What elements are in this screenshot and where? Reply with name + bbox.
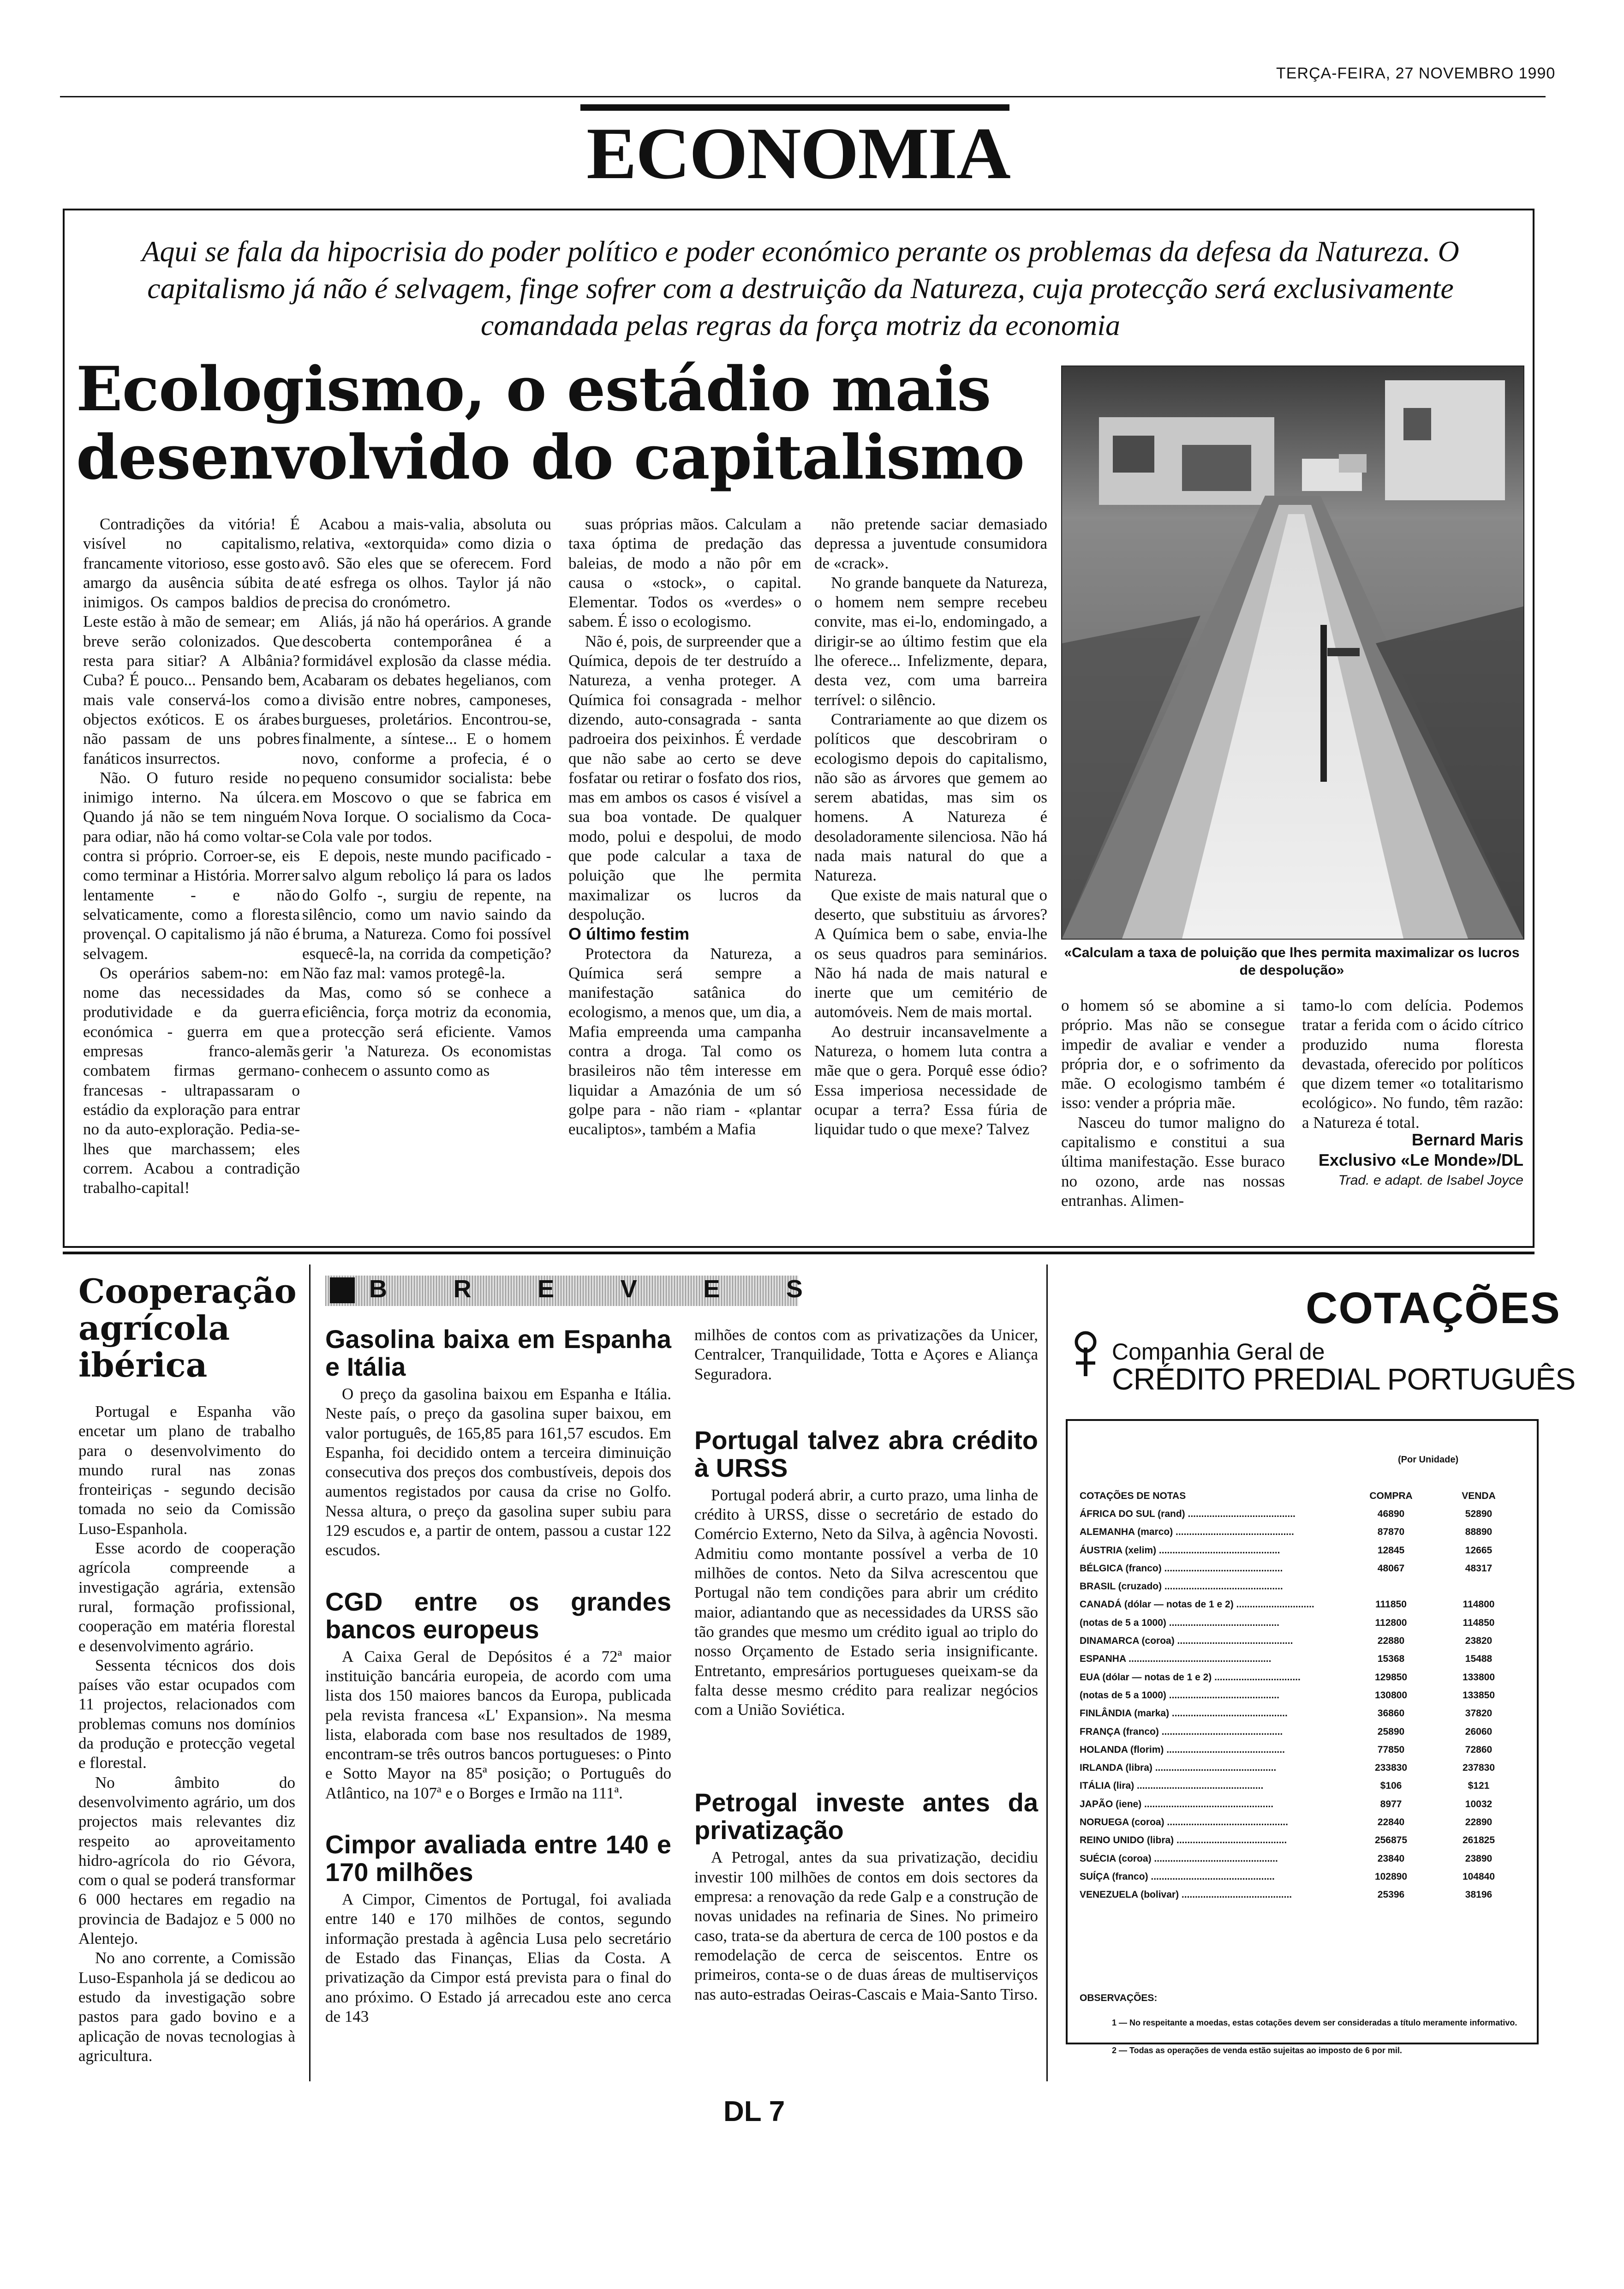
breves-letter: E — [537, 1275, 555, 1303]
page-number: DL 7 — [723, 2096, 785, 2127]
paragraph: Ao destruir incansavelmente a Natureza, o homem luta contra a mãe que o gera. Porquê esse ódio? Essa imperiosa necessidade de ocupar a terra? Essa fúria de liquidar tudo o que mexe? Talvez — [814, 1022, 1047, 1139]
section-divider — [63, 1252, 1534, 1254]
paragraph: No ano corrente, a Comissão Luso-Espanhola já se dedicou ao estudo da investigação sobre pastos para gado bovino e a aplicação de novas tecnologias à agricultura. — [78, 1949, 295, 2065]
bank-name-line1: Companhia Geral de — [1112, 1339, 1325, 1365]
compra-value: $106 — [1380, 1780, 1402, 1792]
compra-value: 111850 — [1375, 1599, 1407, 1610]
currency-label: JAPÃO (iene) ................................................ — [1080, 1798, 1274, 1810]
venda-value: 23890 — [1465, 1853, 1493, 1864]
column-rule — [1046, 1264, 1048, 2081]
table-header-compra: COMPRA — [1369, 1490, 1413, 1501]
compra-value: 25396 — [1377, 1889, 1405, 1900]
breve-headline: Cimpor avaliada entre 140 e 170 milhões — [325, 1830, 671, 1887]
venda-value: 12665 — [1465, 1545, 1493, 1556]
compra-value: 8977 — [1380, 1798, 1402, 1810]
currency-label: (notas de 5 a 1000) ......................................... — [1080, 1617, 1279, 1628]
breves-letter: S — [786, 1275, 803, 1303]
paragraph: Que existe de mais natural que o deserto, que substituiu as árvores? A Química bem o sabe, envia-lhe os seus quadros para seminários. Não há nada de mais natural e inerte que um cemitério de automóveis. Nem de mais mortal. — [814, 886, 1047, 1021]
section-title: ECONOMIA — [586, 112, 1010, 194]
table-row — [1080, 1813, 1522, 1831]
breves-letter: R — [453, 1275, 472, 1303]
paragraph: tamo-lo com delícia. Podemos tratar a ferida com o ácido cítrico produzido numa floresta devastada, oferecido por políticos que dizem temer «o totalitarismo ecológico». No fundo, têm razão: a Natureza é total. — [1302, 996, 1523, 1132]
venda-value: 114800 — [1463, 1599, 1495, 1610]
breve-text: Portugal poderá abrir, a curto prazo, uma linha de crédito à URSS, disse o secretário de estado do Comércio Externo, Neto da Silva, à agência Novosti. Admitiu como montante possível a verba de 10 milhões de contos. Neto da Silva acrescentou que Portugal não tem condições para abrir um crédito maior, adiantando que as necessidades da URSS são tão grandes que mesmo um crédito igual ao triplo do nosso Orçamento de Estado seria insignificante. Entretanto, empresários portugueses queixam-se da falta desse mesmo crédito para realizar negócios com a União Soviética. — [694, 1486, 1038, 1719]
venda-value: 133850 — [1462, 1690, 1495, 1701]
breve-headline: Portugal talvez abra crédito à URSS — [694, 1425, 1038, 1482]
table-row — [1080, 1759, 1522, 1777]
coop-article — [78, 1402, 295, 2066]
venda-value: 48317 — [1465, 1563, 1493, 1574]
article-column-5 — [1061, 996, 1285, 1210]
currency-label: CANADÁ (dólar — notas de 1 e 2) ............................. — [1080, 1599, 1314, 1610]
table-row — [1080, 1541, 1522, 1559]
table-header-label: COTAÇÕES DE NOTAS — [1080, 1490, 1186, 1501]
compra-value: 256875 — [1374, 1835, 1408, 1846]
breve-text: O preço da gasolina baixou em Espanha e Itália. Neste país, o preço da gasolina super baixou, em valor português, de 165,85 para 161,57 escudos. Em Espanha, foi decidido ontem a terceira diminuição consecutiva dos preços dos combustíveis, depois dos aumentos registados por causa da crise no Golfo. Nessa altura, o preço da gasolina super subiu para 129 escudos e, a partir de ontem, passou a custar 122 escudos. — [325, 1385, 671, 1559]
paragraph: não pretende saciar demasiado depressa a juventude consumidora de «crack». — [814, 515, 1047, 572]
compra-value — [1347, 1577, 1435, 1595]
venda-value: 88890 — [1465, 1527, 1493, 1538]
venda-value: $121 — [1468, 1780, 1490, 1792]
currency-label: FRANÇA (franco) ............................................. — [1080, 1726, 1283, 1737]
subhead-ultimo-festim: O último festim — [568, 924, 690, 944]
cotacoes-table — [1080, 1487, 1522, 1904]
photo-illustration — [1062, 366, 1523, 939]
currency-label: ALEMANHA (marco) ............................................ — [1080, 1527, 1294, 1538]
currency-label: VENEZUELA (bolivar) ......................................... — [1080, 1889, 1292, 1900]
venda-value: 38196 — [1465, 1889, 1493, 1900]
section-bar — [580, 104, 1009, 111]
compra-value: 130800 — [1374, 1690, 1408, 1701]
venda-value: 37820 — [1465, 1708, 1493, 1719]
paragraph: Nasceu do tumor maligno do capitalismo e constitui a sua última manifestação. Esse buraco no ozono, arde nas nossas entranhas. Alimen- — [1061, 1113, 1285, 1210]
article-headline: Ecologismo, o estádio mais desenvolvido do capitalismo — [76, 354, 1025, 493]
currency-label: SUÉCIA (coroa) .............................................. — [1080, 1853, 1278, 1864]
table-row — [1080, 1632, 1522, 1650]
table-row — [1080, 1614, 1522, 1632]
photo-caption: «Calculam a taxa de poluição que lhes permita maximalizar os lucros de despolução» — [1064, 945, 1520, 978]
venda-value: 15488 — [1465, 1654, 1493, 1665]
bank-name-line2: CRÉDITO PREDIAL PORTUGUÊS — [1112, 1362, 1576, 1396]
compra-value: 36860 — [1377, 1708, 1405, 1719]
venda-value: 52890 — [1465, 1508, 1493, 1519]
table-row — [1080, 1523, 1522, 1541]
paragraph: Contrariamente ao que dizem os políticos que descobriram o ecologismo depois do capitalismo, não são as árvores que gemem ao serem abatidas, mas sim os homens. A Natureza é desoladoramente silenciosa. Não há nada mais natural do que a Natureza. — [814, 710, 1047, 885]
table-row — [1080, 1795, 1522, 1813]
compra-value: 102890 — [1374, 1871, 1408, 1882]
table-row — [1080, 1868, 1522, 1886]
currency-label: ÁFRICA DO SUL (rand) ........................................ — [1080, 1508, 1296, 1519]
byline-exclusive: Exclusivo «Le Monde»/DL — [1318, 1150, 1523, 1169]
compra-value: 112800 — [1375, 1617, 1407, 1628]
cotacoes-title: COTAÇÕES — [1306, 1283, 1561, 1333]
breve-text: A Cimpor, Cimentos de Portugal, foi avaliada entre 140 e 170 milhões de contos, segundo informação prestada à agência Lusa pelo secretário de Estado das Finanças, Elias da Costa. A privatização da Cimpor está prevista para o final do ano próximo. O Estado já arrecadou este ano cerca de 143 — [325, 1890, 671, 2025]
compra-value: 25890 — [1377, 1726, 1405, 1737]
currency-label: BÉLGICA (franco) ............................................ — [1080, 1563, 1283, 1574]
table-row — [1080, 1886, 1522, 1904]
column-rule — [309, 1264, 310, 2081]
issue-date: TERÇA-FEIRA, 27 NOVEMBRO 1990 — [1276, 65, 1556, 82]
currency-label: DINAMARCA (coroa) ........................................... — [1080, 1636, 1293, 1647]
paragraph: Não é, pois, de surpreender que a Química, depois de ter destruído a Natureza, a venha proteger. A Química foi consagrada - melhor dizendo, auto-consagrada - santa padroeira dos peixinhos. É verdade que não sabe ao certo se deve fosfatar ou retirar o fosfato dos rios, mas em ambos os casos é visível a sua boa vontade. De qualquer modo, polui e despolui, de modo que pode calcular a taxa de poluição que lhe permita maximalizar os lucros da despolução. — [568, 632, 801, 923]
breve-headline: Gasolina baixa em Espanha e Itália — [325, 1324, 671, 1381]
venda-value: 261825 — [1462, 1835, 1495, 1846]
currency-label: ESPANHA ..................................................... — [1080, 1654, 1272, 1665]
coop-headline: Cooperação agrícola ibérica — [78, 1271, 297, 1384]
venda-value: 72860 — [1465, 1744, 1493, 1755]
article-column-2 — [302, 515, 551, 1081]
currency-label: NORUEGA (coroa) ............................................. — [1080, 1816, 1288, 1828]
currency-label: HOLANDA (florim) ............................................ — [1080, 1744, 1285, 1755]
table-header-row — [1080, 1487, 1522, 1505]
venda-value — [1435, 1577, 1522, 1595]
breve-text: A Petrogal, antes da sua privatização, decidiu investir 100 milhões de contos em dois sectores da empresa: a renovação da rede Galp e a construção de novas unidades na refinaria de Sines. No primeiro caso, trata-se da abertura de cerca de 100 postos e da remodelação de cerca de seiscentos. Entre os primeiros, conta-se o de duas áreas de multiserviços nas auto-estradas Oeiras-Cascais e Maia-Santo Tirso. — [694, 1848, 1038, 2003]
table-row — [1080, 1686, 1522, 1704]
compra-value: 22880 — [1377, 1636, 1405, 1647]
currency-label: EUA (dólar — notas de 1 e 2) ................................ — [1080, 1672, 1301, 1683]
currency-label: REINO UNIDO (libra) ......................................... — [1080, 1835, 1287, 1846]
paragraph: No grande banquete da Natureza, o homem nem sempre recebeu convite, mas ei-lo, endomingado, a dirigir-se ao último festim que ela lhe oferece... Infelizmente, depara, desta vez, com uma barreira terrível: o silêncio. — [814, 573, 1047, 709]
compra-value: 233830 — [1374, 1762, 1408, 1774]
table-row — [1080, 1596, 1522, 1614]
bank-logo-icon — [1069, 1329, 1102, 1380]
breves-title — [369, 1275, 803, 1303]
currency-label: SUÍÇA (franco) .............................................. — [1080, 1871, 1275, 1882]
currency-label: ÁUSTRIA (xelim) ............................................. — [1080, 1545, 1280, 1556]
breves-block-mark — [330, 1277, 355, 1303]
compra-value: 87870 — [1377, 1527, 1405, 1538]
paragraph: Não. O futuro reside no inimigo interno. Na úlcera. Quando já não se tem ninguém para odiar, não há como voltar-se contra si próprio. Corroer-se, eis como terminar a História. Morrer lentamente - e não selvaticamente, como a floresta provençal. O capitalismo já não é selvagem. — [83, 768, 300, 963]
paragraph: Acabou a mais-valia, absoluta ou relativa, «extorquida» como dizia o avô. São eles que se oferecem. Ford até esfrega os olhos. Taylor já não precisa do cronómetro. — [302, 515, 551, 611]
venda-value: 10032 — [1465, 1798, 1493, 1810]
venda-value: 114850 — [1463, 1617, 1495, 1628]
currency-label: ITÁLIA (lira) ............................................... — [1080, 1780, 1264, 1792]
article-column-4 — [814, 515, 1047, 1139]
paragraph: Os operários sabem-no: em nome das necessidades da produtividade e da guerra económica - guerra em que empresas franco-alemãs combatem firmas germano-francesas - ultrapassaram o estádio da exploração para entrar no da auto-exploração. Pedia-se-lhes que marchassem; eles correm. Acabou a contradição trabalho-capital! — [83, 964, 300, 1197]
venda-value: 133800 — [1462, 1672, 1495, 1683]
currency-label: FINLÂNDIA (marka) ........................................... — [1080, 1708, 1288, 1719]
compra-value: 23840 — [1377, 1853, 1405, 1864]
compra-value: 12845 — [1377, 1545, 1405, 1556]
article-lede: Aqui se fala da hipocrisia do poder político e poder económico perante os problemas da defesa da Natureza. O capitalismo já não é selvagem, finge sofrer com a destruição da Natureza, cuja protecção será exclusivamente comandada pelas regras da força motriz da economia — [142, 235, 1459, 342]
paragraph: Protectora da Natureza, a Química será sempre a manifestação satânica do ecologismo, a menos que, um dia, a Mafia empreenda uma campanha contra a droga. Tal como os brasileiros não têm interesse em liquidar a Amazónia de um só golpe para - não riam - «plantar eucaliptos», também a Mafia — [568, 944, 801, 1139]
table-row — [1080, 1559, 1522, 1577]
paragraph: E depois, neste mundo pacificado - salvo algum reboliço lá para os lados do Golfo -, surgiu de repente, na silêncio, como um navio saindo da bruma, a Natureza. Como foi possível esquecê-la, na corrida da competição? Não faz mal: vamos protegê-la. — [302, 847, 551, 982]
table-row — [1080, 1777, 1522, 1795]
byline-name: Bernard Maris — [1411, 1130, 1523, 1149]
compra-value: 48067 — [1377, 1563, 1405, 1574]
paragraph: Aliás, já não há operários. A grande descoberta contemporânea é a formidável explosão da classe média. Acabaram os debates hegelianos, com a divisão entre nobres, camponeses, burgueses, proletários. Encontrou-se, finalmente, a síntese... E o homem novo, conforme a profecia, é o pequeno consumidor socialista: bebe em Moscovo o que se fabrica em Nova Iorque. O socialismo da Coca-Cola vale por todos. — [302, 612, 551, 845]
article-column-3 — [568, 515, 801, 1139]
breves-letter: V — [620, 1275, 637, 1303]
compra-value: 129850 — [1374, 1672, 1408, 1683]
venda-value: 26060 — [1465, 1726, 1493, 1737]
compra-value: 22840 — [1377, 1816, 1405, 1828]
table-row — [1080, 1577, 1522, 1595]
breve-text: milhões de contos com as privatizações da Unicer, Centralcer, Tranquilidade, Totta e Açores e Aliança Seguradora. — [694, 1326, 1038, 1383]
compra-value: 15368 — [1377, 1654, 1405, 1665]
table-row — [1080, 1741, 1522, 1759]
breve-text: A Caixa Geral de Depósitos é a 72ª maior instituição bancária europeia, de acordo com uma lista dos 150 maiores bancos da Europa, publicada pela revista francesa «L' Expansion». Na mesma lista, elaborada com base nos resultados de 1989, encontram-se três outros bancos portugueses: o Pinto e Sotto Mayor na 85ª posição; o Português do Atlântico, na 107ª e o Borges e Irmão na 111ª. — [325, 1647, 671, 1802]
paragraph: Esse acordo de cooperação agrícola compreende a investigação agrária, extensão rural, formação profissional, cooperação em matéria florestal e desenvolvimento agrário. — [78, 1539, 295, 1655]
table-row — [1080, 1650, 1522, 1668]
table-header-venda: VENDA — [1462, 1490, 1496, 1501]
paragraph: Contradições da vitória! É visível no capitalismo, francamente vitorioso, esse gosto amargo da ausência súbita de inimigos. Os campos baldios de Leste estão à mão de semear; em breve serão colonizados. Que resta para sitiar? A Albânia? Cuba? É pouco... Pensando bem, mais vale conservá-los como objectos exóticos. E os árabes não passam de uns pobres fanáticos insurrectos. — [83, 515, 300, 767]
observacoes-title: OBSERVAÇÕES: — [1080, 1993, 1158, 2003]
venda-value: 23820 — [1465, 1636, 1493, 1647]
breves-column-right — [694, 1325, 1038, 2004]
table-row — [1080, 1505, 1522, 1523]
table-row — [1080, 1705, 1522, 1723]
article-column-1 — [83, 515, 300, 1198]
paragraph: Sessenta técnicos dos dois países vão estar ocupados com 11 projectos, relacionados com problemas comuns nos domínios da produção e protecção vegetal e florestal. — [78, 1656, 295, 1772]
table-row — [1080, 1723, 1522, 1741]
breves-column-left — [325, 1325, 671, 2026]
table-row — [1080, 1850, 1522, 1868]
header-rule — [60, 96, 1546, 97]
article-column-6 — [1302, 996, 1523, 1133]
compra-value: 46890 — [1377, 1508, 1405, 1519]
paragraph: Mas, como só se conhece a eficiência, força motriz da economia, a protecção será eficiente. Vamos gerir 'a Natureza. Os economistas conhecem o assunto como as — [302, 983, 551, 1080]
breves-letter: B — [369, 1275, 387, 1303]
venda-value: 22890 — [1465, 1816, 1493, 1828]
observacao-2: 2 — Todas as operações de venda estão sujeitas ao imposto de 6 por mil. — [1112, 2046, 1402, 2055]
cotacoes-unit: (Por Unidade) — [1398, 1455, 1459, 1465]
paragraph: Portugal e Espanha vão encetar um plano de trabalho para o desenvolvimento do mundo rural nas zonas fronteiriças - segundo decisão tomada no seio da Comissão Luso-Espanhola. — [78, 1402, 295, 1538]
table-row — [1080, 1668, 1522, 1686]
currency-label: IRLANDA (libra) ............................................. — [1080, 1762, 1277, 1774]
byline-translator: Trad. e adapt. de Isabel Joyce — [1338, 1173, 1523, 1188]
photo-irrigation-channel — [1061, 366, 1524, 940]
venda-value: 237830 — [1462, 1762, 1495, 1774]
observacao-1: 1 — No respeitante a moedas, estas cotações devem ser consideradas a título meramente informativo. — [1112, 2018, 1517, 2027]
breve-headline: CGD entre os grandes bancos europeus — [325, 1587, 671, 1644]
breves-letter: E — [703, 1275, 720, 1303]
venda-value: 104840 — [1462, 1871, 1495, 1882]
compra-value: 77850 — [1377, 1744, 1405, 1755]
paragraph: No âmbito do desenvolvimento agrário, um dos projectos mais relevantes diz respeito ao aproveitamento hidro-agrícola do rio Gévora, com o qual se poderá transformar 6 000 hectares em regadio na provincia de Badajoz e 5 000 no Alentejo. — [78, 1773, 295, 1948]
table-row — [1080, 1832, 1522, 1850]
paragraph: o homem só se abomine a si próprio. Mas não se consegue impedir de avaliar e vender a própria dor, e o sofrimento da mãe. O ecologismo também é isso: vender a própria mãe. — [1061, 996, 1285, 1112]
breve-headline: Petrogal investe antes da privatização — [694, 1788, 1038, 1845]
currency-label: (notas de 5 a 1000) ......................................... — [1080, 1690, 1279, 1701]
currency-label: BRASIL (cruzado) ............................................ — [1080, 1581, 1283, 1592]
paragraph: suas próprias mãos. Calculam a taxa óptima de predação das baleias, de modo a não pôr em causa o «stock», o capital. Elementar. Todos os «verdes» o sabem. É isso o ecologismo. — [568, 515, 801, 631]
